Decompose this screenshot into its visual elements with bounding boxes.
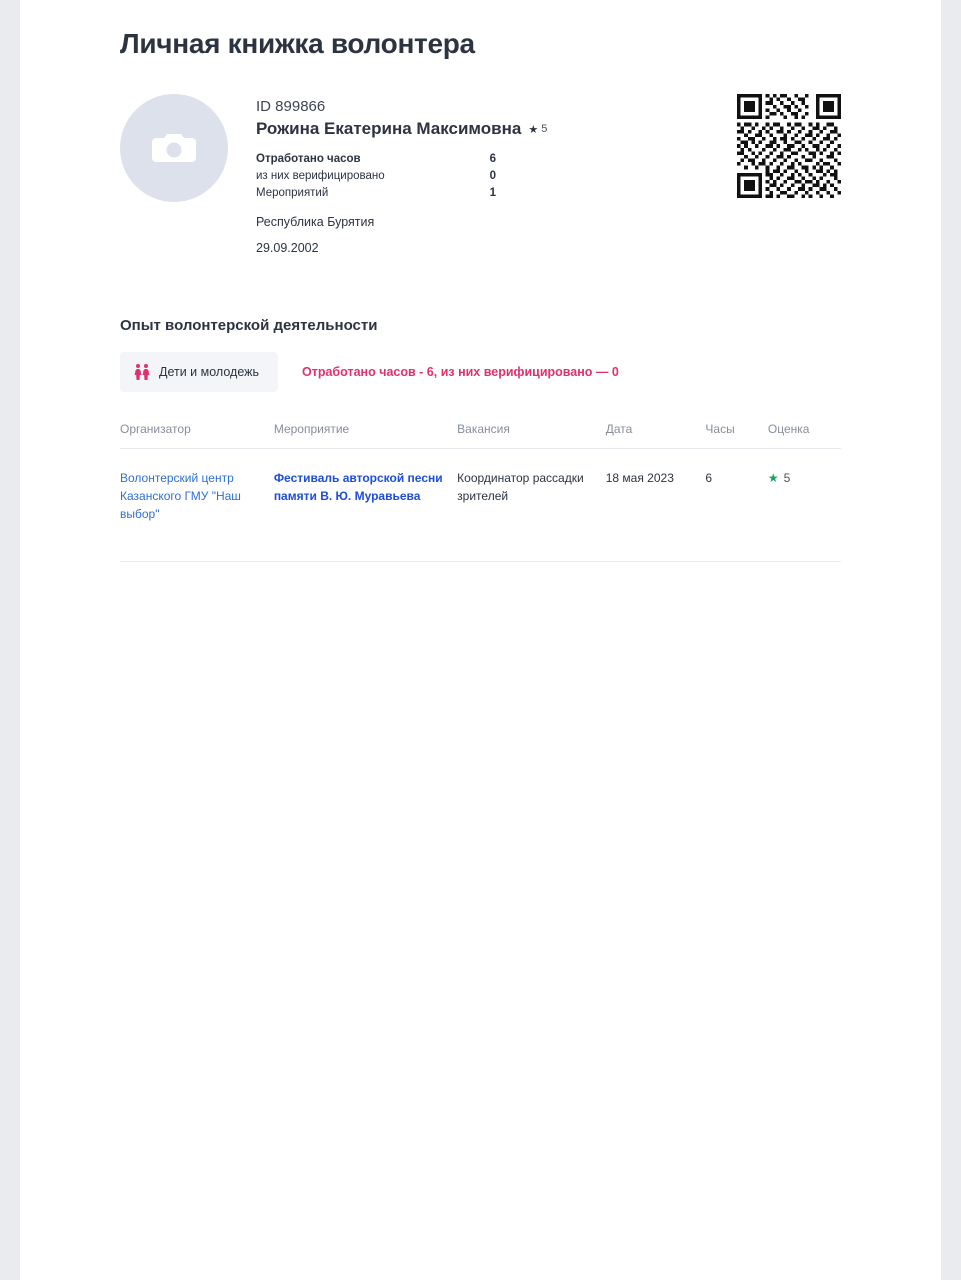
stat-value: 0 — [489, 170, 496, 182]
category-summary: Отработано часов - 6, из них верифицировано — 0 — [302, 365, 619, 379]
category-row — [120, 352, 841, 392]
stat-value: 6 — [489, 153, 496, 165]
cell-organizer — [120, 449, 274, 562]
children-youth-icon — [134, 363, 150, 381]
column-header-vacancy: Вакансия — [457, 422, 606, 449]
cell-score — [768, 449, 841, 562]
score-value-wrap — [768, 469, 790, 487]
cell-hours: 6 — [705, 471, 713, 485]
profile-birthdate: 29.09.2002 — [256, 241, 319, 255]
volunteer-book-page — [20, 0, 941, 1280]
table-row — [120, 449, 841, 562]
stat-label: Мероприятий — [256, 187, 329, 199]
experience-table — [120, 422, 841, 561]
cell-date: 18 мая 2023 — [605, 471, 674, 485]
profile-stats — [256, 151, 496, 201]
table-header-row — [120, 422, 841, 449]
column-header-score: Оценка — [768, 422, 841, 449]
stat-label: из них верифицировано — [256, 170, 385, 182]
column-header-hours: Часы — [705, 422, 768, 449]
column-header-date: Дата — [606, 422, 706, 449]
stat-row — [256, 151, 496, 167]
star-icon: ★ — [767, 471, 779, 485]
stat-row — [256, 185, 496, 201]
qr-code — [737, 94, 841, 203]
category-chip[interactable] — [120, 352, 278, 392]
cell-vacancy: Координатор рассадки зрителей — [457, 471, 584, 503]
category-label: Дети и молодежь — [159, 365, 259, 379]
volunteer-name: Рожина Екатерина Максимовна — [256, 119, 522, 138]
volunteer-id: ID 899866 — [256, 98, 326, 115]
table-bottom-divider — [120, 561, 841, 562]
avatar — [120, 94, 228, 202]
experience-section-title: Опыт волонтерской деятельности — [120, 317, 378, 334]
stat-value: 1 — [489, 187, 496, 199]
profile-region: Республика Бурятия — [256, 215, 375, 229]
event-link[interactable]: Фестиваль авторской песни памяти В. Ю. Муравьева — [273, 471, 443, 503]
organizer-link[interactable]: Волонтерский центр Казанского ГМУ "Наш выбор" — [120, 471, 241, 521]
profile-block — [120, 94, 841, 255]
cell-event — [274, 449, 457, 562]
qr-code-image — [737, 94, 841, 198]
page-title: Личная книжка волонтера — [120, 28, 475, 59]
stat-row — [256, 168, 496, 184]
stat-label: Отработано часов — [256, 153, 361, 165]
children-youth-icon-svg — [134, 363, 150, 381]
profile-rating — [528, 123, 547, 136]
star-icon: ★ — [528, 123, 539, 136]
camera-icon — [152, 130, 196, 166]
column-header-event: Мероприятие — [274, 422, 457, 449]
score-value: 5 — [783, 471, 791, 485]
profile-rating-value: 5 — [541, 123, 548, 135]
column-header-organizer: Организатор — [120, 422, 274, 449]
